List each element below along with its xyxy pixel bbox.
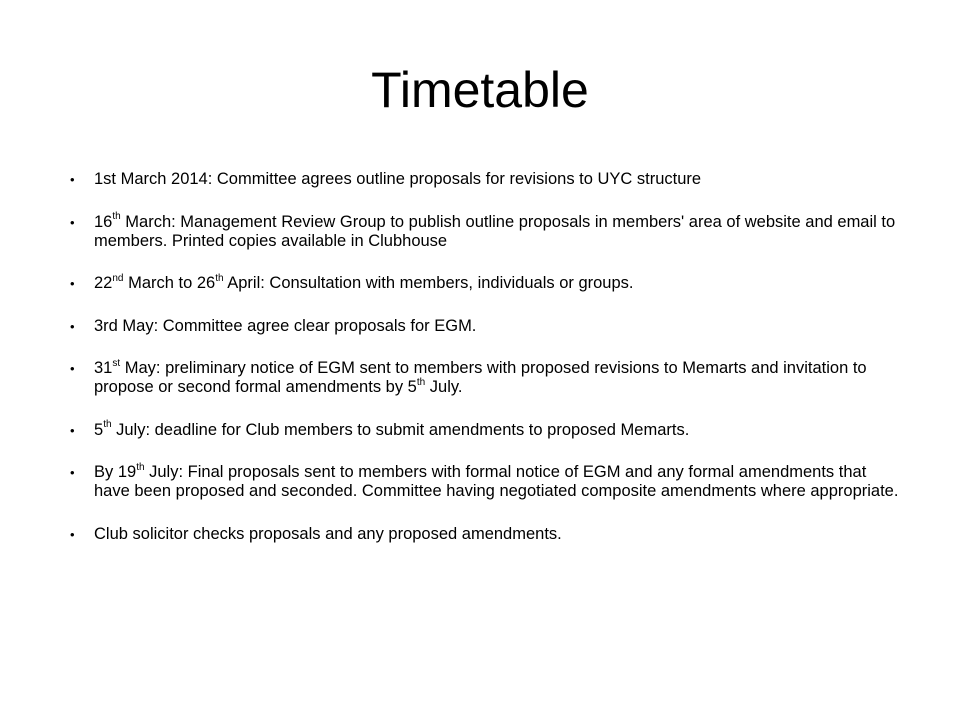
bullet-dot-icon: •	[70, 361, 75, 376]
ordinal-suffix: th	[416, 376, 426, 388]
bullet-item	[70, 463, 900, 501]
bullet-text	[94, 274, 634, 292]
bullet-item	[70, 213, 900, 251]
text-run: 31	[94, 359, 113, 377]
text-run: May: preliminary notice of EGM sent to members with proposed revisions to Memarts and invitation to propose or second formal amendments by 5	[94, 359, 867, 396]
bullet-item	[70, 359, 900, 397]
text-run: By 19	[94, 463, 137, 481]
bullet-text	[94, 213, 895, 250]
bullet-text	[94, 317, 476, 335]
ordinal-suffix: st	[112, 357, 121, 369]
bullet-text	[94, 463, 898, 500]
bullet-item	[70, 170, 900, 189]
text-run: March to 26	[123, 274, 216, 292]
bullet-item	[70, 317, 900, 336]
text-run: 1st March 2014: Committee agrees outline proposals for revisions to UYC structure	[94, 170, 702, 188]
ordinal-suffix: th	[103, 419, 112, 430]
text-run: July: Final proposals sent to members with formal notice of EGM and any formal amendments that have been proposed and seconded. Committee having negotiated composite amendments where appropriate.	[94, 463, 899, 500]
text-run: July.	[425, 378, 463, 396]
text-run: March: Management Review Group to publish outline proposals in members' area of website and email to members. Printed copies available in Clubhouse	[94, 212, 896, 250]
text-run: July: deadline for Club members to submit amendments to proposed Memarts.	[111, 420, 690, 439]
ordinal-suffix: th	[112, 211, 121, 222]
text-run: 3rd May: Committee agree clear proposals for EGM.	[94, 316, 477, 335]
bullet-text	[94, 525, 562, 543]
text-run: 16	[94, 212, 113, 231]
text-run: April: Consultation with members, individuals or groups.	[223, 274, 634, 292]
slide-title: Timetable	[371, 62, 589, 118]
text-run: Club solicitor checks proposals and any proposed amendments.	[94, 524, 562, 543]
bullet-list	[70, 170, 900, 567]
bullet-text	[94, 359, 867, 396]
ordinal-suffix: th	[136, 461, 145, 473]
bullet-dot-icon: •	[70, 422, 75, 438]
ordinal-suffix: nd	[112, 272, 124, 284]
bullet-dot-icon: •	[70, 214, 75, 230]
bullet-item	[70, 525, 900, 544]
text-run: 22	[94, 274, 113, 292]
bullet-text	[94, 421, 689, 439]
bullet-dot-icon: •	[70, 465, 75, 480]
bullet-text	[94, 170, 701, 188]
bullet-dot-icon: •	[70, 526, 75, 542]
bullet-item	[70, 274, 900, 293]
bullet-dot-icon: •	[70, 172, 75, 187]
text-run: 5	[94, 420, 104, 439]
bullet-dot-icon: •	[70, 276, 75, 291]
bullet-dot-icon: •	[70, 318, 75, 334]
bullet-item	[70, 421, 900, 440]
ordinal-suffix: th	[215, 272, 224, 284]
